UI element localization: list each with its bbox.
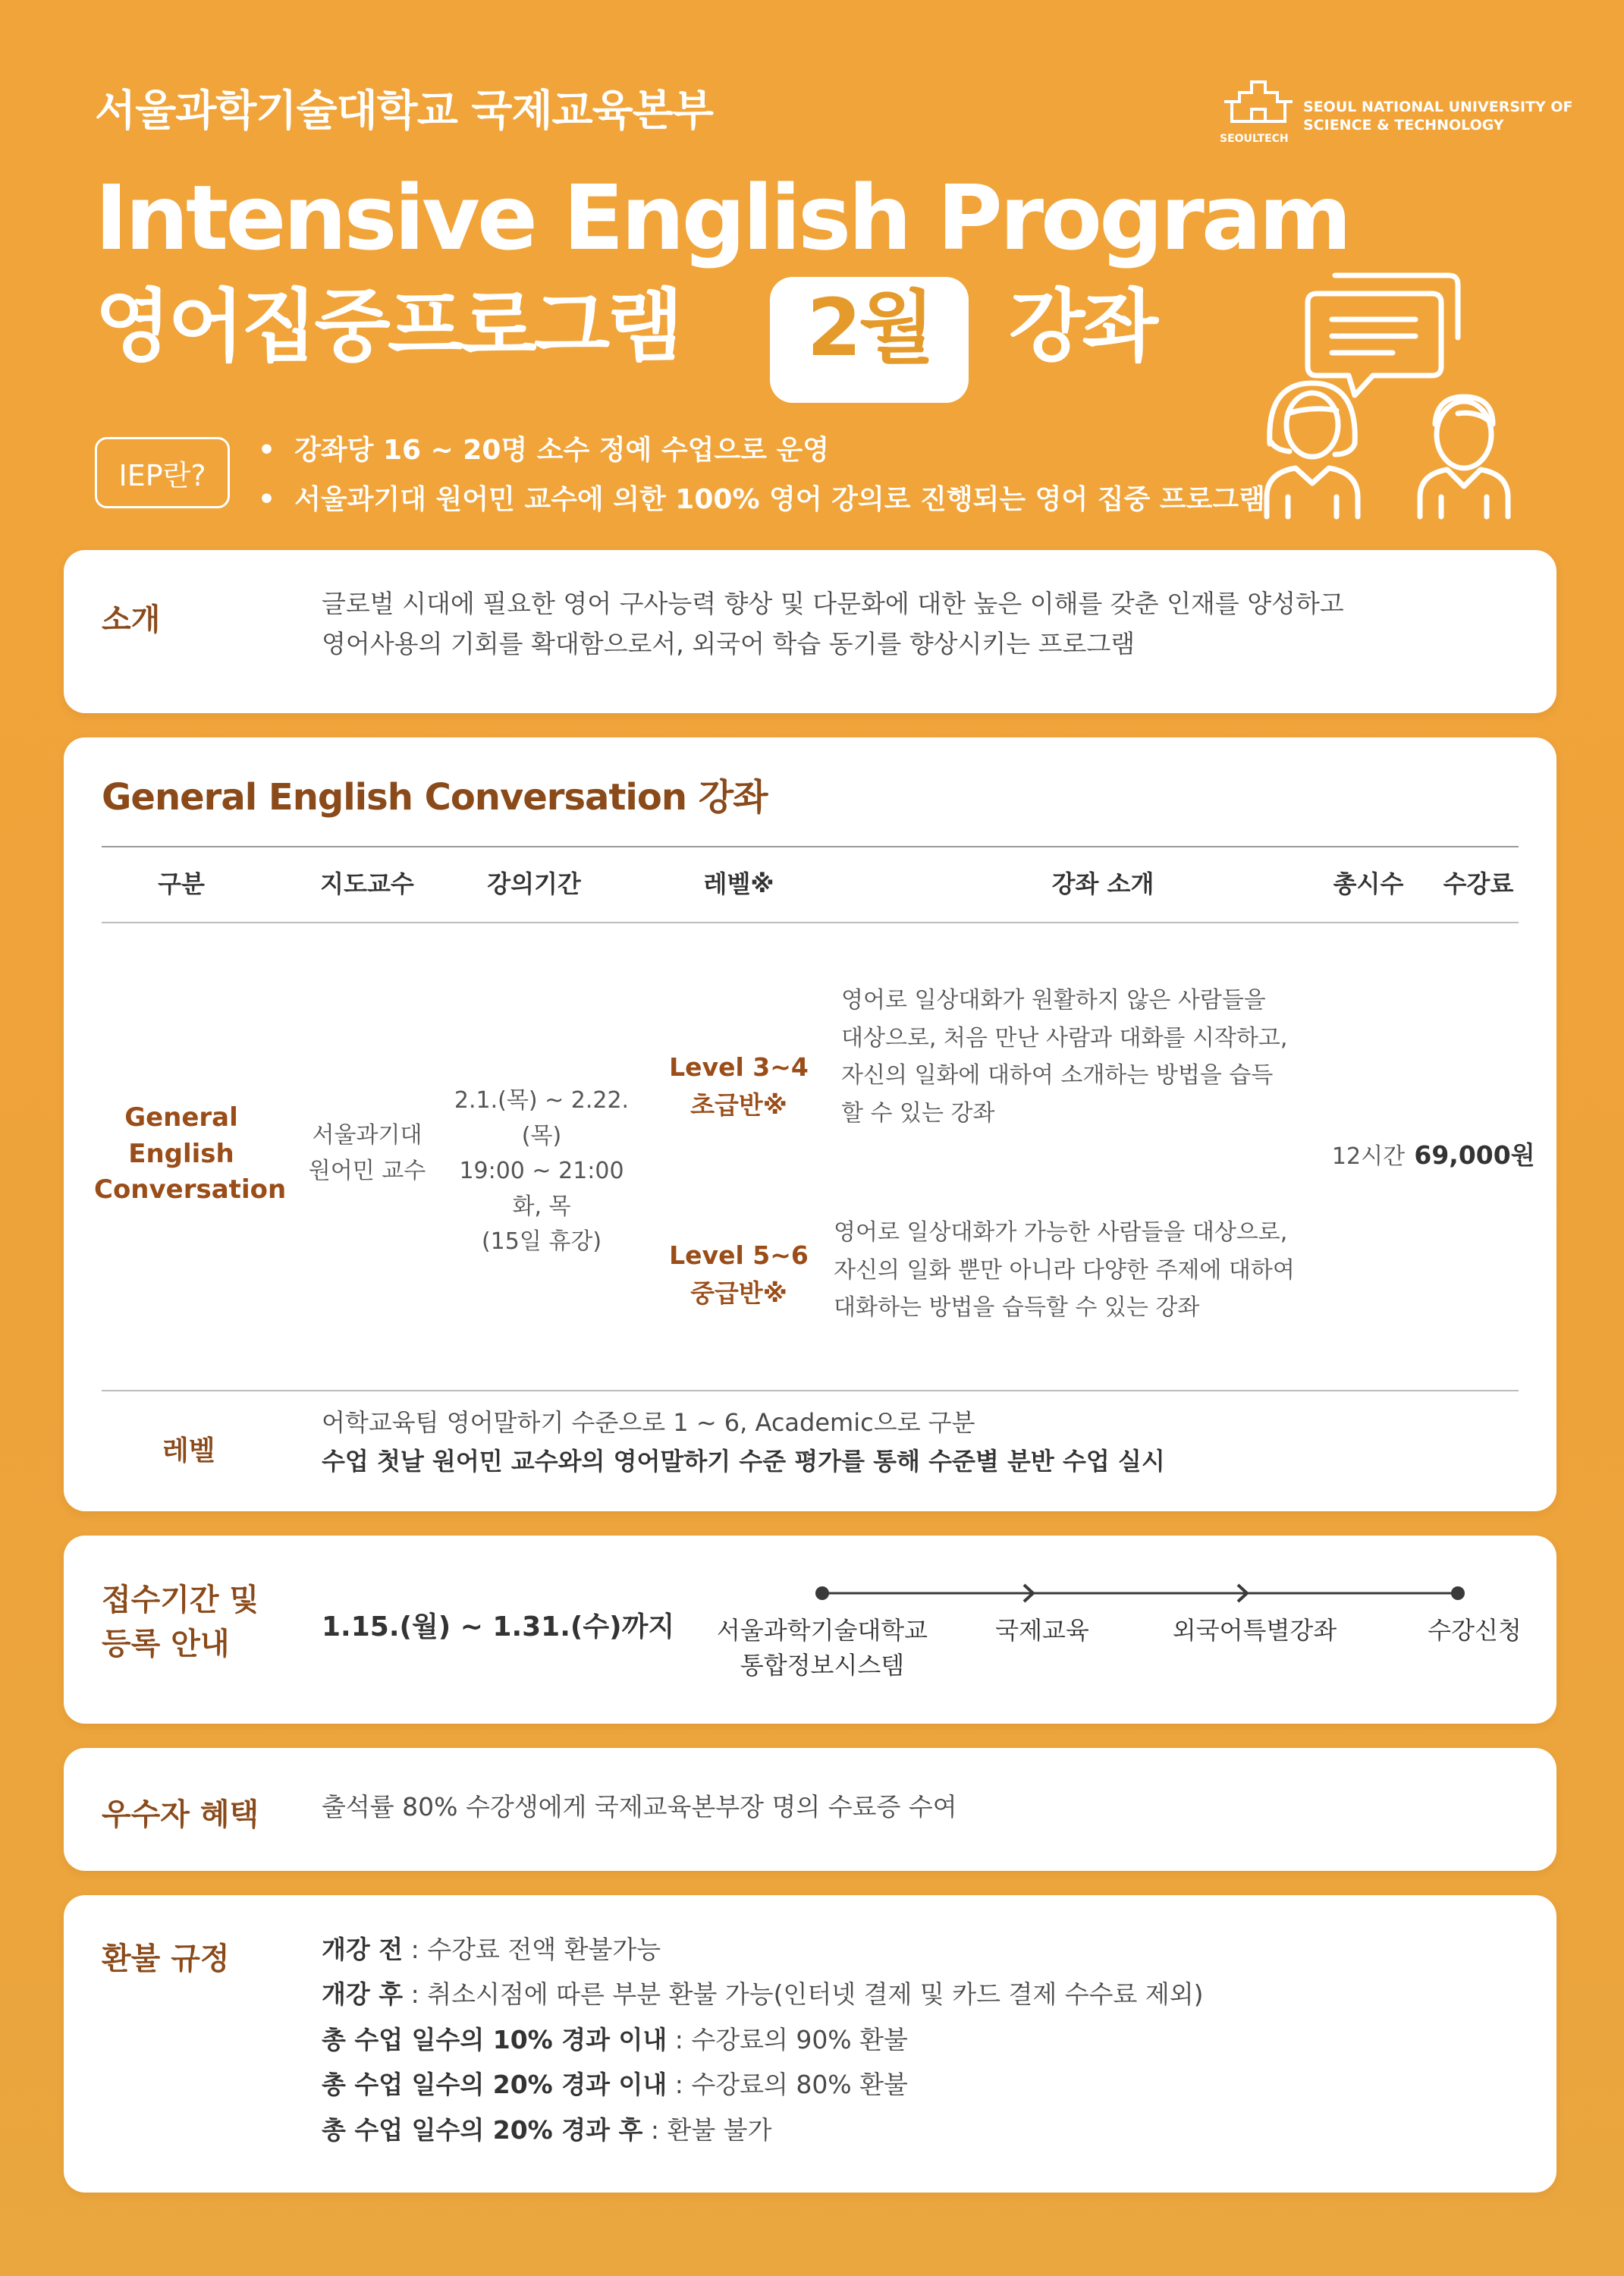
refund-rule (322, 1972, 1203, 2017)
refund-label: 환불 규정 (102, 1941, 230, 1976)
refund-rule-detail: : 수강료의 90% 환불 (667, 2024, 908, 2054)
cell-instructor (284, 1118, 451, 1189)
refund-rule (322, 1927, 1203, 1972)
title-english: Intensive English Program (95, 165, 1349, 270)
level-note-line-2: 수업 첫날 원어민 교수와의 영어말하기 수준 평가를 통해 수준별 분반 수업 실시 (322, 1447, 1165, 1476)
registration-flow-line (815, 1583, 1535, 1605)
registration-label-line-1: 접수기간 및 (102, 1583, 259, 1617)
level-intermediate-desc (834, 1214, 1295, 1327)
registration-period: 1.15.(월) ~ 1.31.(수)까지 (322, 1611, 675, 1643)
refund-rule-term: 개강 후 (322, 1979, 404, 2010)
cell-hours: 12시간 (1331, 1143, 1406, 1170)
step-portal (716, 1613, 928, 1683)
level-note-text (322, 1404, 1165, 1481)
level-beginner-name: 초급반※ (690, 1089, 787, 1120)
table-bottom-divider (102, 1390, 1519, 1391)
category-line-1: General (124, 1102, 238, 1133)
refund-rule-term: 총 수업 일수의 10% 경과 이내 (322, 2024, 668, 2054)
benefit-label: 우수자 혜택 (102, 1797, 259, 1832)
registration-card (64, 1536, 1556, 1724)
table-top-divider (102, 846, 1519, 847)
header-period: 강의기간 (487, 869, 581, 898)
intro-line-2: 영어사용의 기회를 확대함으로서, 외국어 학습 동기를 향상시키는 프로그램 (322, 628, 1136, 659)
desc-line: 자신의 일화에 대하여 소개하는 방법을 습득 (841, 1062, 1274, 1089)
refund-rule (322, 2108, 1203, 2152)
desc-line: 대상으로, 처음 만난 사람과 대화를 시작하고, (841, 1024, 1288, 1052)
bullet-text-2: 서울과기대 원어민 교수에 의한 100% 영어 강의로 진행되는 영어 집중 프로그램 (294, 484, 1265, 515)
refund-card (64, 1895, 1556, 2193)
step-portal-line-2: 통합정보시스템 (740, 1651, 905, 1680)
header-fee: 수강료 (1443, 869, 1514, 898)
level-intermediate (663, 1237, 815, 1312)
step-enroll: 수강신청 (1428, 1616, 1522, 1645)
desc-line: 대화하는 방법을 습득할 수 있는 강좌 (834, 1294, 1200, 1321)
course-section-title: General English Conversation 강좌 (102, 776, 768, 819)
level-beginner-range: Level 3~4 (669, 1052, 809, 1082)
refund-rules (322, 1927, 1203, 2152)
level-intermediate-range: Level 5~6 (669, 1240, 809, 1270)
refund-rule-detail: : 수강료의 80% 환불 (667, 2070, 908, 2100)
bullet-text-1: 강좌당 16 ~ 20명 소수 정예 수업으로 운영 (294, 435, 830, 466)
logo-text (1303, 99, 1573, 135)
intro-text (322, 584, 1344, 665)
refund-rule (322, 2062, 1203, 2107)
conversation-people-icon (1259, 269, 1532, 520)
desc-line: 영어로 일상대화가 원활하지 않은 사람들을 (841, 987, 1266, 1014)
course-card (64, 737, 1556, 1511)
period-note: (15일 휴강) (481, 1228, 602, 1255)
intro-card (64, 550, 1556, 713)
refund-rule (322, 2017, 1203, 2062)
lecture-label: 강좌 (1009, 280, 1155, 373)
org-name: 서울과학기술대학교 국제교육본부 (95, 86, 713, 136)
registration-label-line-2: 등록 안내 (102, 1627, 230, 1661)
table-header-divider (102, 922, 1519, 923)
level-beginner-desc (841, 982, 1287, 1132)
header-category: 구분 (158, 869, 205, 898)
header-intro: 강좌 소개 (1051, 869, 1154, 898)
level-intermediate-name: 중급반※ (690, 1278, 787, 1308)
step-international: 국제교육 (995, 1616, 1089, 1645)
month-label: 2월 (806, 281, 932, 374)
refund-rule-term: 개강 전 (322, 1935, 404, 1964)
bullet-item: • 서울과기대 원어민 교수에 의한 100% 영어 강의로 진행되는 영어 집중 프로그램 (258, 484, 1265, 515)
level-beginner (663, 1048, 815, 1124)
desc-line: 자신의 일화 뿐만 아니라 다양한 주제에 대하여 (834, 1256, 1295, 1284)
step-portal-line-1: 서울과학기술대학교 (716, 1616, 928, 1645)
category-line-3: Conversation (94, 1174, 287, 1206)
title-korean: 영어집중프로그램 (95, 280, 680, 373)
category-line-2: English (128, 1138, 234, 1169)
instructor-line-1: 서울과기대 (312, 1122, 422, 1149)
logo-line1: SEOUL NATIONAL UNIVERSITY OF (1303, 99, 1573, 115)
refund-rule-detail: : 환불 불가 (642, 2114, 772, 2145)
cell-category (94, 1100, 287, 1209)
step-special-course: 외국어특별강좌 (1172, 1616, 1337, 1645)
header-level: 레벨※ (703, 869, 774, 898)
benefit-text: 출석률 80% 수강생에게 국제교육본부장 명의 수료증 수여 (322, 1792, 957, 1822)
period-time: 19:00 ~ 21:00 (459, 1158, 624, 1184)
desc-line: 영어로 일상대화가 가능한 사람들을 대상으로, (834, 1219, 1288, 1246)
refund-rule-term: 총 수업 일수의 20% 경과 후 (322, 2114, 643, 2145)
logo-line2: SCIENCE & TECHNOLOGY (1303, 116, 1504, 134)
desc-line: 할 수 있는 강좌 (841, 1099, 995, 1127)
intro-line-1: 글로벌 시대에 필요한 영어 구사능력 향상 및 다문화에 대한 높은 이해를 갖춘 인재를 양성하고 (322, 589, 1344, 618)
period-dates: 2.1.(목) ~ 2.22.(목) (454, 1087, 630, 1149)
cell-period (443, 1083, 640, 1260)
bullet-item: • 강좌당 16 ~ 20명 소수 정예 수업으로 운영 (258, 435, 830, 466)
refund-rule-detail: : 취소시점에 따른 부분 환불 가능(인터넷 결제 및 카드 결제 수수료 제외) (403, 1979, 1204, 2010)
registration-label (102, 1578, 259, 1666)
intro-label: 소개 (102, 602, 161, 637)
logo-short: SEOULTECH (1220, 133, 1289, 145)
level-note-label: 레벨 (162, 1435, 215, 1467)
iep-badge: IEP란? (95, 437, 230, 508)
header-hours: 총시수 (1333, 869, 1404, 898)
header-instructor: 지도교수 (320, 869, 414, 898)
benefit-card (64, 1748, 1556, 1871)
period-days: 화, 목 (512, 1193, 571, 1220)
refund-rule-term: 총 수업 일수의 20% 경과 이내 (322, 2070, 668, 2100)
refund-rule-detail: : 수강료 전액 환불가능 (403, 1935, 661, 1964)
level-note-line-1: 어학교육팀 영어말하기 수준으로 1 ~ 6, Academic으로 구분 (322, 1408, 975, 1437)
instructor-line-2: 원어민 교수 (308, 1157, 426, 1184)
cell-fee: 69,000원 (1414, 1140, 1535, 1170)
